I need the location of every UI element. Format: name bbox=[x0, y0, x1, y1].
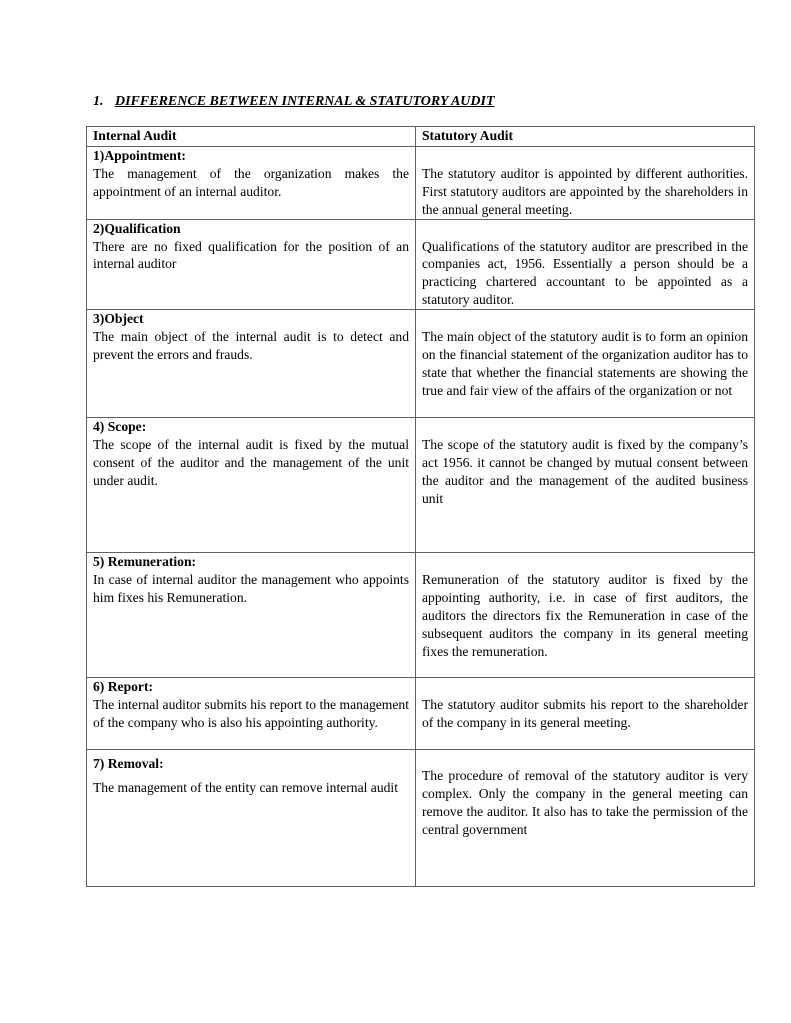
table-header-row bbox=[87, 127, 755, 147]
comparison-table bbox=[86, 126, 755, 887]
internal-cell bbox=[87, 147, 416, 220]
row-title: 5) Remuneration: bbox=[93, 554, 197, 570]
internal-cell bbox=[87, 553, 416, 678]
internal-text: The scope of the internal audit is fixed by the mutual consent of the auditor and the management of the unit under audit. bbox=[93, 437, 409, 488]
statutory-cell bbox=[416, 310, 755, 418]
statutory-text: The statutory auditor is appointed by different authorities. First statutory auditors are appointed by the shareholders in the annual general meeting. bbox=[422, 165, 748, 217]
row-title: 7) Removal: bbox=[93, 756, 164, 772]
table-row-remuneration bbox=[87, 553, 755, 678]
internal-text: There are no fixed qualification for the position of an internal auditor bbox=[93, 238, 409, 272]
internal-cell bbox=[87, 750, 416, 887]
internal-cell bbox=[87, 219, 416, 310]
header-statutory-audit: Statutory Audit bbox=[416, 127, 755, 147]
statutory-cell bbox=[416, 678, 755, 750]
internal-cell bbox=[87, 418, 416, 553]
internal-cell bbox=[87, 678, 416, 750]
internal-text: The main object of the internal audit is to detect and prevent the errors and frauds. bbox=[93, 329, 409, 362]
statutory-text: The procedure of removal of the statutory auditor is very complex. Only the company in the general meeting can remove the auditor. It also has to take the permission of the central government bbox=[422, 768, 748, 837]
section-heading bbox=[93, 93, 495, 111]
table-row-scope bbox=[87, 418, 755, 553]
row-title: 1)Appointment: bbox=[93, 148, 186, 163]
table-row-removal bbox=[87, 750, 755, 887]
row-title: 2)Qualification bbox=[93, 220, 181, 236]
header-internal-audit: Internal Audit bbox=[87, 127, 416, 147]
statutory-text: The main object of the statutory audit is to form an opinion on the financial statement of the organization auditor has to state that whether the financial statements are showing the true and fair view of the affairs of the organization or not bbox=[422, 329, 748, 398]
statutory-cell bbox=[416, 219, 755, 310]
statutory-cell bbox=[416, 147, 755, 220]
table-row-appointment bbox=[87, 147, 755, 220]
statutory-text: The statutory auditor submits his report to the shareholder of the company in its general meeting. bbox=[422, 697, 748, 730]
table-row-qualification bbox=[87, 219, 755, 310]
row-title: 3)Object bbox=[93, 311, 144, 327]
row-title: 4) Scope: bbox=[93, 419, 147, 435]
internal-text: The management of the entity can remove internal audit bbox=[93, 780, 398, 796]
statutory-text: Remuneration of the statutory auditor is fixed by the appointing authority, i.e. in case of first auditors, the auditors the directors fix the Remuneration in case of the subsequent auditors the company in its general meeting fixes the remuneration. bbox=[422, 572, 748, 659]
section-number: 1. bbox=[93, 94, 104, 109]
statutory-text: The scope of the statutory audit is fixed by the company’s act 1956. it cannot be changed by mutual consent between the auditor and the management of the audited business unit bbox=[422, 437, 748, 506]
section-title: DIFFERENCE BETWEEN INTERNAL & STATUTORY AUDIT bbox=[115, 94, 495, 109]
statutory-cell bbox=[416, 750, 755, 887]
table-row-object bbox=[87, 310, 755, 418]
internal-text: The internal auditor submits his report to the management of the company who is also his appointing authority. bbox=[93, 697, 409, 730]
internal-text: In case of internal auditor the management who appoints him fixes his Remuneration. bbox=[93, 572, 409, 605]
statutory-cell bbox=[416, 553, 755, 678]
internal-text: The management of the organization makes the appointment of an internal auditor. bbox=[93, 165, 409, 199]
statutory-text: Qualifications of the statutory auditor are prescribed in the companies act, 1956. Essentially a person should be a practicing chartered accountant to be appointed as a statutory auditor. bbox=[422, 238, 748, 308]
statutory-cell bbox=[416, 418, 755, 553]
table-row-report bbox=[87, 678, 755, 750]
internal-cell bbox=[87, 310, 416, 418]
row-title: 6) Report: bbox=[93, 679, 154, 695]
